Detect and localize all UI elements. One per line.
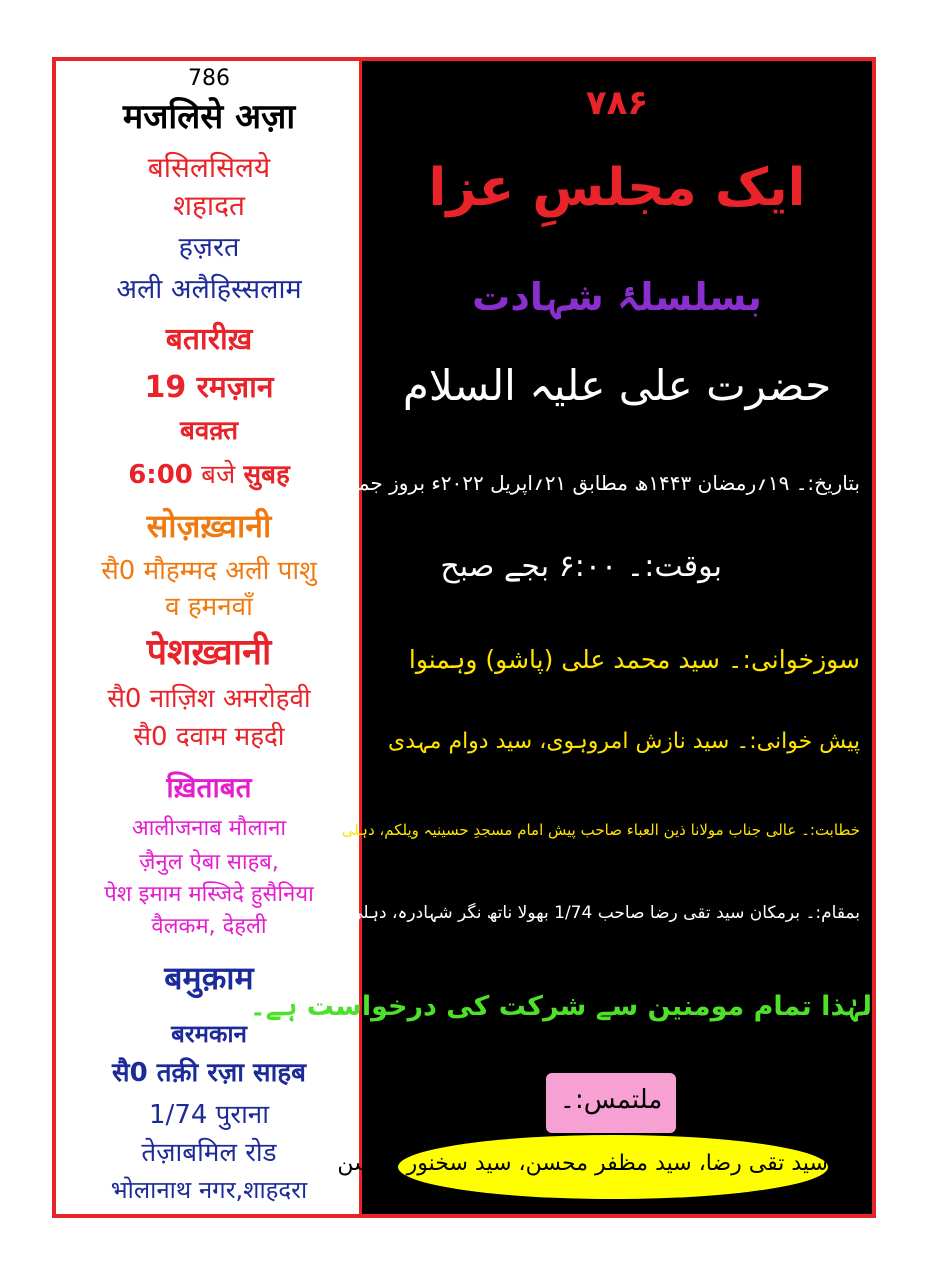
hindi-venue-line-3: 1/74 पुराना: [149, 1100, 269, 1130]
urdu-title: ایک مجلسِ عزا: [428, 158, 806, 218]
hindi-date-label: बतारीख़: [165, 322, 253, 357]
urdu-name: حضرت علی علیہ السلام: [402, 361, 832, 410]
hindi-number: 786: [188, 66, 230, 91]
hindi-khitabat-label: ख़िताबत: [166, 771, 252, 804]
urdu-multamis: ملتمس:۔: [559, 1085, 663, 1115]
hindi-line-hazrat: हज़रत: [178, 232, 240, 263]
hindi-time-baje: बजे: [201, 460, 236, 490]
hindi-venue-line-4: तेज़ाबमिल रोड: [141, 1138, 277, 1168]
hindi-panel: [56, 61, 362, 1214]
hindi-pesh-name-1: सै0 नाज़िश अमरोहवी: [107, 684, 311, 714]
urdu-khitabat: خطابت:۔ عالی جناب مولانا ذین العباء صاحب پیش امام مسجدِ حسینیہ ویلکم، دہلی: [341, 821, 860, 839]
hindi-time-number: 6:00: [128, 460, 193, 490]
hindi-time-subah: सुबह: [243, 460, 290, 490]
urdu-subtitle: بسلسلۂ شہادت: [472, 275, 762, 319]
hindi-line-shahadat: शहादत: [173, 189, 245, 222]
hindi-khitabat-line-3: पेश इमाम मस्जिदे हुसैनिया: [104, 882, 314, 907]
urdu-request: لہٰذا تمام مومنین سے شرکت کی درخواست ہے۔: [249, 991, 872, 1022]
urdu-soz: سوزخوانی:۔ سید محمد علی (پاشو) وہمنوا: [408, 645, 860, 674]
poster-frame: [52, 57, 876, 1218]
hindi-time-label: बवक़्त: [179, 416, 239, 446]
names-ellipse: [337, 1135, 828, 1199]
urdu-time: بوقت:۔ ۶:۰۰ بجے صبح: [440, 549, 722, 584]
urdu-number: ۷۸۶: [585, 83, 649, 123]
hindi-line-ali: अली अलैहिस्सलाम: [116, 274, 302, 305]
hindi-line-basilsilaye: बसिलसिलये: [147, 151, 271, 184]
hindi-venue-line-2: सै0 तक़ी रज़ा साहब: [112, 1058, 306, 1088]
urdu-names: سید تقی رضا، سید مظفر محسن، سید سخنور محسن: [337, 1151, 828, 1176]
hindi-title: मजलिसे अज़ा: [122, 97, 296, 137]
urdu-venue: بمقام:۔ برمکان سید تقی رضا صاحب 1/74 بھولا ناتھ نگر شہادرہ، دہلی: [349, 903, 860, 923]
hindi-soz-name: सै0 मौहम्मद अली पाशु: [101, 556, 317, 586]
hindi-venue-line-1: बरमकान: [171, 1020, 247, 1048]
hindi-khitabat-line-2: ज़ैनुल ऐबा साहब,: [139, 850, 279, 875]
hindi-venue-label: बमुक़ाम: [164, 959, 254, 997]
urdu-pesh: پیش خوانی:۔ سید نازش امروہوی، سید دوام مہدی: [388, 729, 860, 754]
hindi-soz-label: सोज़ख़्वानी: [146, 507, 272, 545]
hindi-venue-line-5: भोलानाथ नगर,शाहदरा: [110, 1176, 308, 1204]
urdu-date: بتاریخ:۔ ۱۹؍رمضان ۱۴۴۳ھ مطابق ۲۱؍اپریل ۲۰۲۲ء بروز جمعرات: [313, 471, 860, 495]
hindi-date: 19 रमज़ान: [144, 370, 274, 405]
hindi-khitabat-line-1: आलीजनाब मौलाना: [131, 816, 287, 841]
hindi-soz-hamnawa: व हमनवाँ: [165, 592, 253, 622]
hindi-pesh-name-2: सै0 दवाम महदी: [133, 722, 285, 752]
hindi-pesh-label: पेशख़्वानी: [146, 632, 272, 673]
hindi-khitabat-line-4: वैलकम, देहली: [151, 914, 267, 939]
multamis-box: [546, 1073, 676, 1133]
